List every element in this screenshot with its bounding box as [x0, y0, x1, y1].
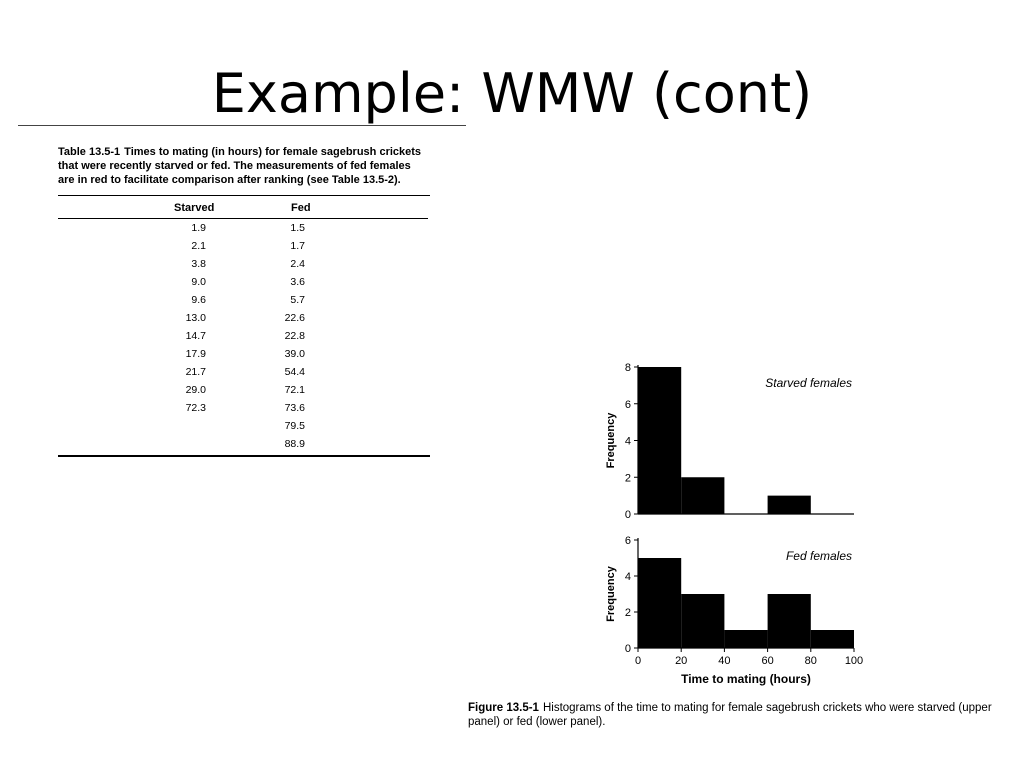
table-caption-text: Times to mating (in hours) for female sagebrush crickets that were recently starved or fed. The measurements of fed females are in red to facilitate comparison after ranking (see Table 13.5-2). [58, 146, 422, 186]
y-tick-label: 6 [624, 535, 631, 547]
x-tick-label: 20 [675, 655, 688, 667]
x-tick-label: 80 [804, 655, 817, 667]
x-tick-label: 0 [634, 655, 642, 667]
y-tick-label: 2 [624, 472, 631, 485]
histogram-bar [638, 558, 681, 648]
table-caption-label: Table 13.5-1 [58, 146, 121, 158]
table-bottom-rule [58, 455, 430, 457]
table-row [58, 381, 430, 399]
table-row [58, 219, 430, 237]
y-tick-label: 0 [624, 509, 631, 521]
cell-fed: 22.8 [284, 330, 305, 342]
cell-starved: 3.8 [191, 258, 206, 270]
cell-fed: 22.6 [284, 312, 305, 324]
cell-fed: 79.5 [284, 420, 305, 432]
table-row [58, 363, 430, 381]
cell-starved: 1.9 [191, 222, 206, 234]
cell-starved: 21.7 [185, 366, 206, 378]
histogram-bar [638, 367, 681, 514]
header-fed: Fed [291, 202, 311, 214]
y-tick-label: 6 [624, 398, 631, 411]
table-body [58, 219, 430, 453]
panel-title: Starved females [765, 376, 852, 390]
table-header-row [58, 196, 430, 218]
x-axis-label: Time to mating (hours) [681, 672, 811, 686]
histogram-figure [596, 356, 868, 696]
slide-title: Example: WMW (cont) [211, 62, 813, 125]
cell-starved: 72.3 [185, 402, 206, 414]
title-underline [18, 125, 466, 126]
histogram-bar [681, 594, 724, 648]
table-row [58, 255, 430, 273]
cell-fed: 73.6 [284, 402, 305, 414]
cell-fed: 39.0 [284, 348, 305, 360]
cell-starved: 2.1 [191, 240, 206, 252]
cell-fed: 2.4 [290, 258, 305, 270]
cell-starved: 9.0 [191, 276, 206, 288]
histogram-bar [811, 630, 854, 648]
x-tick-label: 60 [761, 655, 774, 667]
y-tick-label: 4 [624, 571, 631, 583]
cell-fed: 88.9 [284, 438, 305, 450]
histogram-bar [768, 594, 811, 648]
cell-fed: 1.7 [290, 240, 305, 252]
table-row [58, 309, 430, 327]
table-row [58, 435, 430, 453]
figure-caption [468, 701, 1008, 729]
y-tick-label: 2 [624, 607, 631, 619]
cell-fed: 54.4 [284, 366, 305, 378]
y-tick-label: 4 [624, 435, 631, 448]
y-axis-label: Frequency [605, 412, 617, 469]
figure-caption-label: Figure 13.5-1 [468, 702, 539, 714]
panel-title: Fed females [785, 549, 852, 563]
cell-fed: 5.7 [290, 294, 305, 306]
y-tick-label: 8 [624, 362, 631, 374]
cell-starved: 9.6 [191, 294, 206, 306]
histogram-bar [768, 496, 811, 514]
cell-fed: 1.5 [290, 222, 305, 234]
table-row [58, 291, 430, 309]
cell-starved: 13.0 [185, 312, 206, 324]
cell-fed: 3.6 [290, 276, 305, 288]
y-axis-label: Frequency [605, 566, 617, 622]
table-caption [58, 145, 430, 187]
x-tick-label: 100 [844, 655, 864, 667]
data-table [58, 145, 430, 457]
histogram-bar [681, 477, 724, 514]
table-row [58, 327, 430, 345]
cell-starved: 29.0 [185, 384, 206, 396]
table-row [58, 345, 430, 363]
table-row [58, 237, 430, 255]
x-tick-label: 40 [718, 655, 731, 667]
histogram-bar [724, 630, 767, 648]
cell-starved: 14.7 [185, 330, 206, 342]
y-tick-label: 0 [624, 643, 631, 655]
header-starved: Starved [174, 202, 215, 214]
cell-fed: 72.1 [284, 384, 305, 396]
table-row [58, 273, 430, 291]
figure-caption-text: Histograms of the time to mating for female sagebrush crickets who were starved (upper panel) or fed (lower panel). [468, 702, 992, 728]
table-row [58, 417, 430, 435]
cell-starved: 17.9 [185, 348, 206, 360]
table-row [58, 399, 430, 417]
